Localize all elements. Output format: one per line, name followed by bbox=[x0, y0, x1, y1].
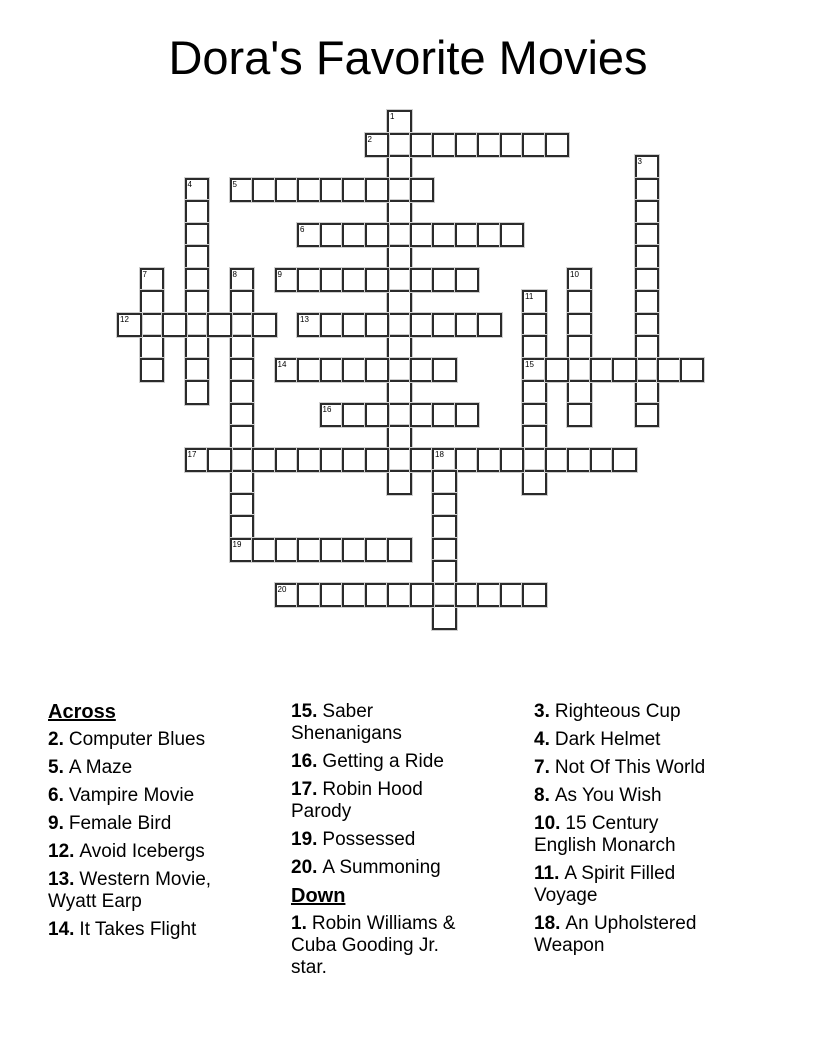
clue-number-label: 10 bbox=[570, 269, 579, 279]
clue-text: Saber Shenanigans bbox=[291, 701, 402, 744]
clue-text: Righteous Cup bbox=[554, 701, 681, 722]
clue-text: Robin Hood Parody bbox=[291, 779, 423, 822]
clue-number: 3. bbox=[534, 701, 550, 722]
clue-number: 13. bbox=[48, 869, 75, 890]
clue-number-label: 3 bbox=[637, 157, 642, 166]
clues-column-2 bbox=[291, 701, 478, 985]
clue-across-19 bbox=[291, 829, 478, 851]
across-header: Across bbox=[48, 701, 116, 723]
clue-number-label: 17 bbox=[187, 449, 197, 459]
clue-text: Getting a Ride bbox=[322, 751, 444, 772]
clue-text: Western Movie, Wyatt Earp bbox=[48, 869, 212, 912]
clue-number: 1. bbox=[291, 913, 307, 934]
clue-number: 14. bbox=[48, 919, 75, 940]
clue-text: As You Wish bbox=[554, 785, 662, 806]
clue-text: Vampire Movie bbox=[68, 785, 195, 806]
clue-across-6 bbox=[48, 785, 246, 807]
clue-number: 9. bbox=[48, 813, 64, 834]
page-title: Dora's Favorite Movies bbox=[168, 31, 648, 84]
clue-across-2 bbox=[48, 729, 246, 751]
clue-number-label: 20 bbox=[277, 584, 287, 594]
clue-number-label: 5 bbox=[232, 179, 237, 189]
clue-text: Female Bird bbox=[68, 813, 172, 834]
clue-text: A Summoning bbox=[322, 857, 441, 878]
clue-number: 6. bbox=[48, 785, 64, 806]
clue-text: Avoid Icebergs bbox=[79, 841, 205, 862]
clue-text: Dark Helmet bbox=[554, 729, 661, 750]
clue-across-9 bbox=[48, 813, 246, 835]
clue-number-label: 16 bbox=[322, 404, 332, 414]
clue-across-16 bbox=[291, 751, 478, 773]
clue-down-10 bbox=[534, 813, 720, 857]
clue-number-label: 12 bbox=[120, 314, 129, 324]
clue-number: 2. bbox=[48, 729, 64, 750]
clue-number-label: 18 bbox=[435, 449, 444, 459]
clue-number-label: 6 bbox=[300, 224, 305, 234]
clue-down-11 bbox=[534, 863, 720, 907]
clue-number-label: 11 bbox=[525, 292, 534, 301]
clue-down-1 bbox=[291, 913, 478, 979]
clue-number: 4. bbox=[534, 729, 550, 750]
clues-column-3 bbox=[534, 701, 720, 963]
clue-number: 8. bbox=[534, 785, 550, 806]
clue-number-label: 7 bbox=[142, 269, 147, 279]
clue-number-label: 19 bbox=[232, 539, 242, 549]
clue-number-label: 4 bbox=[187, 179, 192, 189]
clue-number: 20. bbox=[291, 857, 318, 878]
clue-text: Computer Blues bbox=[68, 729, 206, 750]
clue-number-label: 13 bbox=[300, 314, 309, 324]
clue-across-17 bbox=[291, 779, 478, 823]
clue-number: 12. bbox=[48, 841, 75, 862]
clue-text: 15 Century English Monarch bbox=[534, 813, 676, 856]
clue-number: 15. bbox=[291, 701, 318, 722]
clue-text: Possessed bbox=[322, 829, 416, 850]
clue-down-4 bbox=[534, 729, 720, 751]
clue-across-12 bbox=[48, 841, 246, 863]
clue-down-18 bbox=[534, 913, 720, 957]
down-header: Down bbox=[291, 885, 346, 907]
clue-across-20 bbox=[291, 857, 478, 879]
clue-text: An Upholstered Weapon bbox=[534, 913, 697, 956]
clue-text: A Spirit Filled Voyage bbox=[534, 863, 676, 906]
clue-across-14 bbox=[48, 919, 246, 941]
clue-number: 5. bbox=[48, 757, 64, 778]
clue-text: It Takes Flight bbox=[79, 919, 197, 940]
clue-text: Robin Williams & Cuba Gooding Jr. star. bbox=[291, 913, 456, 978]
clue-across-13 bbox=[48, 869, 246, 913]
clue-down-3 bbox=[534, 701, 720, 723]
clue-down-8 bbox=[534, 785, 720, 807]
clue-number-label: 1 bbox=[390, 112, 395, 121]
clue-text: A Maze bbox=[68, 757, 133, 778]
clue-across-5 bbox=[48, 757, 246, 779]
clue-down-7 bbox=[534, 757, 720, 779]
clue-text: Not Of This World bbox=[554, 757, 706, 778]
clue-number: 11. bbox=[534, 863, 560, 884]
clue-number-label: 9 bbox=[277, 269, 282, 279]
clue-number: 10. bbox=[534, 813, 561, 834]
clue-number-label: 2 bbox=[367, 134, 372, 144]
clue-number: 17. bbox=[291, 779, 318, 800]
clue-number-label: 14 bbox=[277, 359, 287, 369]
clue-number-label: 8 bbox=[232, 269, 237, 279]
clue-number: 18. bbox=[534, 913, 561, 934]
clue-number: 16. bbox=[291, 751, 318, 772]
clues-column-1 bbox=[48, 701, 246, 947]
clue-number-label: 15 bbox=[525, 359, 534, 369]
clue-number: 7. bbox=[534, 757, 550, 778]
clue-number: 19. bbox=[291, 829, 318, 850]
clue-across-15 bbox=[291, 701, 478, 745]
